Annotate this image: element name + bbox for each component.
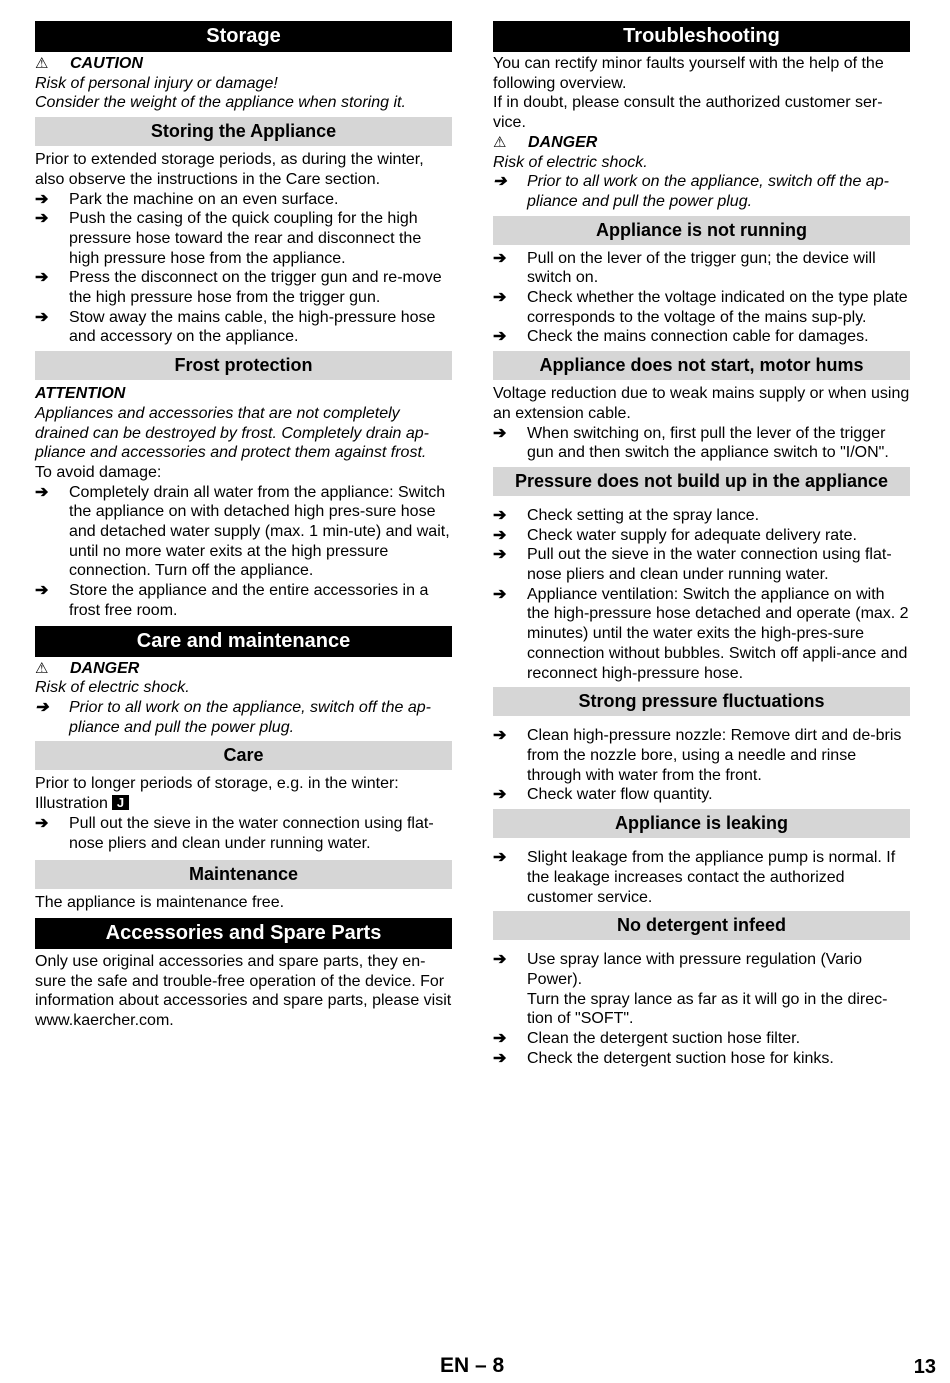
arrow-right-icon: ➔ (35, 814, 49, 832)
fluctuations-list (493, 726, 910, 805)
caution-line: Consider the weight of the appliance when storing it. (35, 94, 406, 112)
list-item: ➔ Appliance ventilation: Switch the appliance on with the high-pressure hose detached and operate (max. 2 minutes) until the water exits the high-pres-sure connection without bubbles. Switch off appli-ance and reconnect high-pressure hose. (493, 585, 909, 682)
list-item: ➔ Prior to all work on the appliance, switch off the ap-pliance and pull the power plug. (493, 173, 889, 210)
illustration-ref: Illustration J (35, 794, 452, 814)
caution-line: Risk of personal injury or damage! (35, 74, 278, 92)
right-column (493, 20, 910, 1068)
arrow-right-icon: ➔ (493, 786, 507, 804)
not-running-list (493, 249, 910, 348)
list-item: ➔ Check whether the voltage indicated on the type plate corresponds to the voltage of the mains sup-ply. (493, 289, 908, 326)
list-item: ➔ Park the machine on an even surface. (35, 190, 339, 208)
danger-label: ⚠ DANGER (493, 133, 598, 151)
accessories-text: Only use original accessories and spare parts, they en-sure the safe and trouble-free operation of the device. For information about accessories and spare parts, please visit www.kaercher.com. (35, 952, 452, 1030)
list-item: ➔ Clean the detergent suction hose filter. (493, 1030, 801, 1048)
attention-text: Appliances and accessories that are not completely drained can be destroyed by frost. Completely drain ap-pliance and accessories and protect them against frost. (35, 404, 429, 462)
care-heading: Care (35, 741, 452, 770)
warning-triangle-icon: ⚠ (35, 55, 49, 72)
care-maintenance-heading: Care and maintenance (35, 626, 452, 657)
storage-heading: Storage (35, 21, 452, 52)
warning-triangle-icon: ⚠ (493, 133, 507, 151)
motor-hums-heading: Appliance does not start, motor hums (493, 351, 910, 380)
arrow-right-icon: ➔ (35, 269, 49, 287)
avoid-damage-text: To avoid damage: (35, 463, 162, 481)
list-item: ➔ Check water supply for adequate delivery rate. (493, 526, 857, 544)
arrow-right-icon: ➔ (35, 483, 49, 501)
list-item: ➔ Stow away the mains cable, the high-pressure hose and accessory on the appliance. (35, 308, 436, 346)
list-item: ➔ Use spray lance with pressure regulation (Vario Power). (493, 951, 862, 988)
list-item: ➔ Slight leakage from the appliance pump is normal. If the leakage increases contact the authorized customer service. (493, 849, 896, 906)
danger-list (493, 172, 910, 211)
danger-label: ⚠ DANGER (35, 659, 140, 677)
arrow-right-icon: ➔ (493, 585, 507, 603)
arrow-right-icon: ➔ (493, 328, 507, 346)
frost-list (35, 483, 452, 621)
arrow-right-icon: ➔ (35, 210, 49, 228)
arrow-right-icon: ➔ (493, 1030, 507, 1048)
left-column (35, 20, 452, 1031)
accessories-heading: Accessories and Spare Parts (35, 918, 452, 949)
leaking-heading: Appliance is leaking (493, 809, 910, 838)
fluctuations-heading: Strong pressure fluctuations (493, 687, 910, 716)
detergent-list (493, 950, 910, 989)
storing-list (35, 190, 452, 348)
detergent-heading: No detergent infeed (493, 911, 910, 940)
list-item: ➔ Check water flow quantity. (493, 786, 713, 804)
list-item: ➔ Completely drain all water from the appliance: Switch the appliance on with detached high pres-sure hose and detached water supply (max. 1 min-ute) and wait, until no more water exits at the high pressure connection. Turn off the appliance. (35, 483, 450, 580)
troubleshooting-intro: You can rectify minor faults yourself with the help of the following overview. (493, 55, 884, 92)
list-item: ➔ Push the casing of the quick coupling for the high pressure hose toward the rear and disconnect the high pressure hose from the appliance. (35, 210, 422, 267)
caution-label: ⚠ CAUTION (35, 55, 143, 72)
list-item: ➔ Check the mains connection cable for damages. (493, 328, 869, 346)
arrow-right-icon: ➔ (493, 727, 507, 745)
arrow-right-icon: ➔ (493, 546, 507, 564)
arrow-right-icon: ➔ (493, 173, 507, 191)
danger-text: Risk of electric shock. (493, 153, 648, 171)
list-item: ➔ When switching on, first pull the lever of the trigger gun and then switch the appliance switch to "I/ON". (493, 424, 889, 462)
frost-protection-heading: Frost protection (35, 351, 452, 380)
arrow-right-icon: ➔ (493, 1049, 507, 1067)
arrow-right-icon: ➔ (493, 526, 507, 544)
danger-list (35, 698, 452, 737)
list-item: ➔ Clean high-pressure nozzle: Remove dirt and de-bris from the nozzle bore, using a needle and rinse through with water from the front. (493, 727, 902, 784)
detergent-continuation: Turn the spray lance as far as it will go in the direc-tion of "SOFT". (527, 990, 888, 1028)
motor-hums-intro: Voltage reduction due to weak mains supply or when using an extension cable. (493, 385, 910, 422)
list-item: ➔ Pull on the lever of the trigger gun; the device will switch on. (493, 249, 876, 287)
arrow-right-icon: ➔ (35, 308, 49, 326)
care-list (35, 814, 452, 853)
footer-section-label: EN – 8 (440, 1354, 505, 1377)
troubleshooting-intro: If in doubt, please consult the authorized customer ser-vice. (493, 94, 883, 132)
arrow-right-icon: ➔ (493, 289, 507, 307)
leaking-list (493, 848, 910, 907)
pressure-heading: Pressure does not build up in the appliance (493, 467, 910, 496)
list-item: ➔ Check setting at the spray lance. (493, 506, 760, 524)
arrow-right-icon: ➔ (35, 190, 49, 208)
maintenance-heading: Maintenance (35, 860, 452, 889)
arrow-right-icon: ➔ (493, 249, 507, 267)
arrow-right-icon: ➔ (493, 849, 507, 867)
attention-label: ATTENTION (35, 385, 126, 403)
list-item: ➔ Check the detergent suction hose for kinks. (493, 1049, 834, 1067)
pressure-list (493, 506, 910, 683)
page-number: 13 (913, 1356, 936, 1378)
list-item: ➔ Store the appliance and the entire accessories in a frost free room. (35, 582, 429, 619)
arrow-right-icon: ➔ (35, 698, 49, 716)
troubleshooting-heading: Troubleshooting (493, 21, 910, 52)
illustration-badge: J (112, 795, 129, 810)
motor-hums-list (493, 424, 910, 463)
not-running-heading: Appliance is not running (493, 216, 910, 245)
storing-appliance-heading: Storing the Appliance (35, 117, 452, 146)
list-item: ➔ Press the disconnect on the trigger gun and re-move the high pressure hose from the trigger gun. (35, 269, 442, 307)
storing-intro: Prior to extended storage periods, as during the winter, also observe the instructions in the Care section. (35, 151, 424, 188)
arrow-right-icon: ➔ (35, 582, 49, 600)
list-item: ➔ Pull out the sieve in the water connection using flat-nose pliers and clean under running water. (493, 546, 892, 584)
detergent-list-more (493, 1029, 910, 1068)
arrow-right-icon: ➔ (493, 506, 507, 524)
maintenance-text: The appliance is maintenance free. (35, 894, 285, 912)
danger-text: Risk of electric shock. (35, 679, 190, 697)
list-item: ➔ Prior to all work on the appliance, switch off the ap-pliance and pull the power plug. (35, 698, 431, 736)
warning-triangle-icon: ⚠ (35, 659, 49, 677)
arrow-right-icon: ➔ (493, 424, 507, 442)
list-item: ➔ Pull out the sieve in the water connection using flat-nose pliers and clean under running water. (35, 814, 434, 852)
arrow-right-icon: ➔ (493, 951, 507, 969)
care-intro: Prior to longer periods of storage, e.g. in the winter: (35, 775, 399, 793)
